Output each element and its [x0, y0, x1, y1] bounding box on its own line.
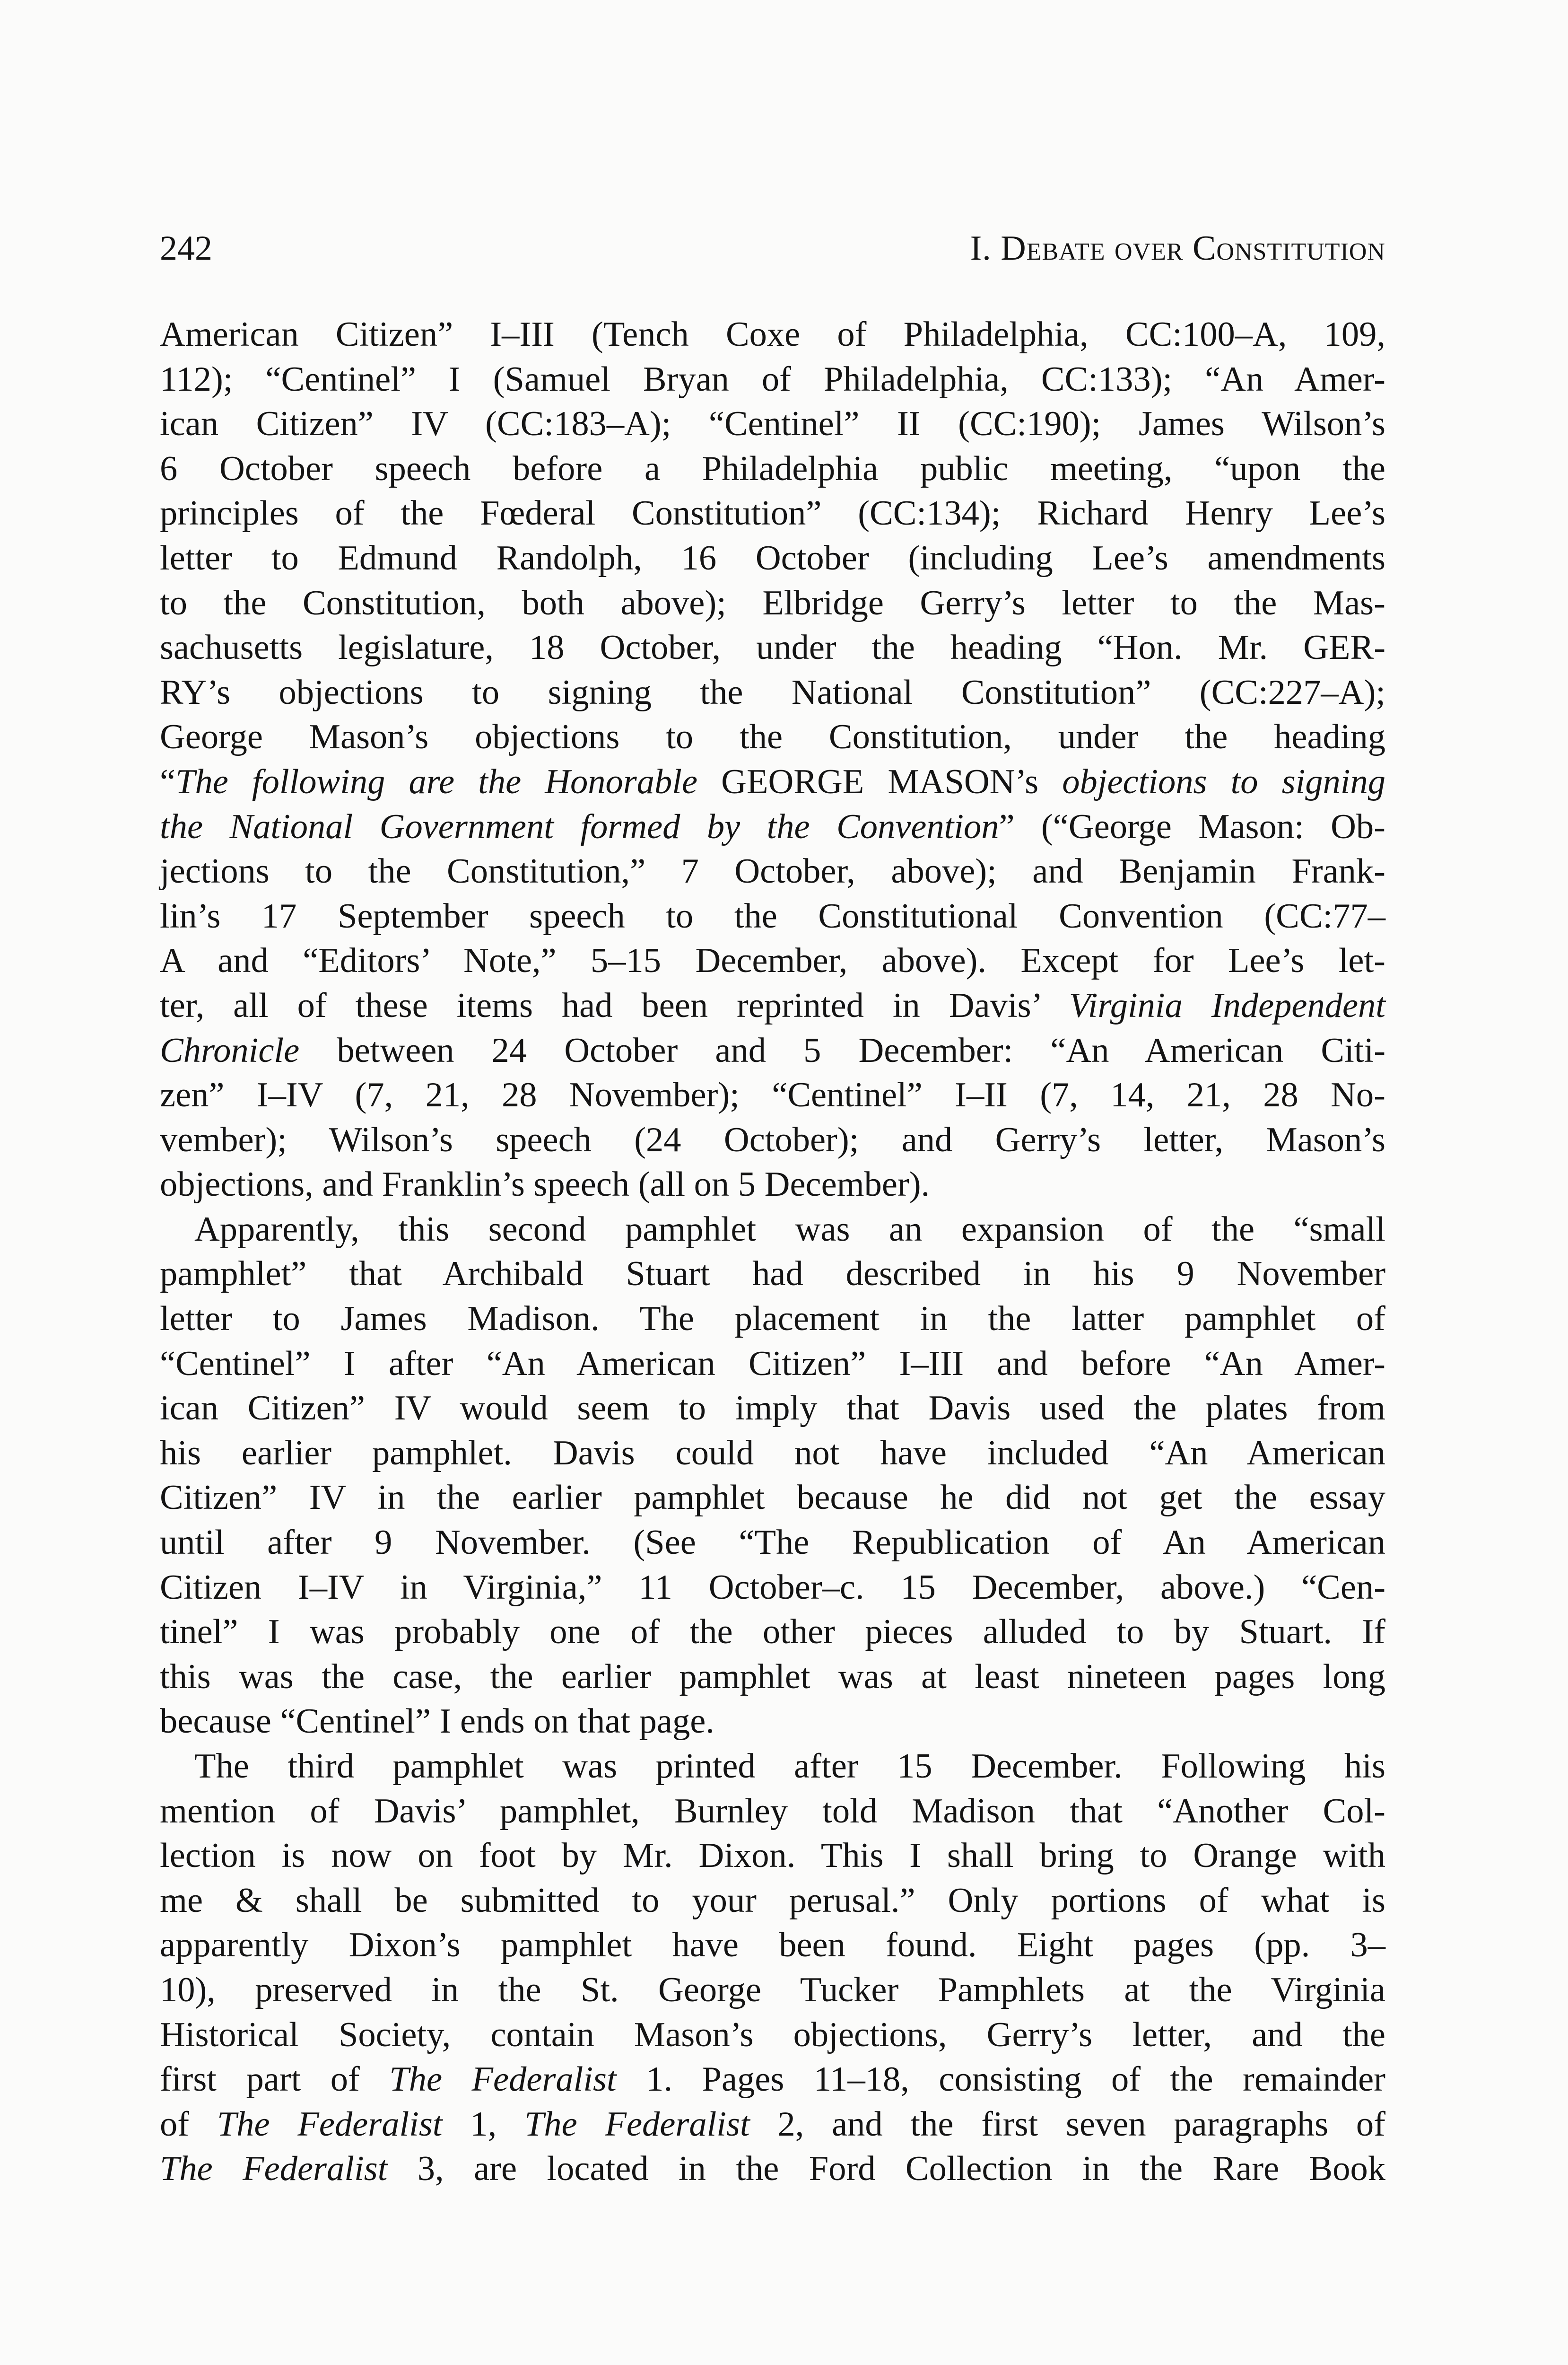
body-text	[160, 312, 1385, 2191]
text-line	[160, 1386, 1385, 1431]
text-line	[160, 760, 1385, 805]
text-run: pamphlet” that Archibald Stuart had described in his 9 November	[160, 1254, 1385, 1294]
text-run: vember); Wilson’s speech (24 October); and Gerry’s letter, Mason’s	[160, 1120, 1385, 1159]
running-head	[160, 222, 1385, 274]
text-line	[160, 1207, 1385, 1252]
text-run: between 24 October and 5 December: “An American Citi-	[299, 1031, 1385, 1070]
italic-text: The Federalist	[217, 2104, 443, 2144]
text-line	[160, 1744, 1385, 1789]
text-run: because “Centinel” I ends on that page.	[160, 1702, 714, 1741]
text-run: ” (“George Mason: Ob-	[999, 807, 1385, 846]
italic-text: Chronicle	[160, 1031, 300, 1070]
text-line	[160, 1565, 1385, 1610]
text-run: this was the case, the earlier pamphlet was at least nineteen pages long	[160, 1657, 1385, 1696]
text-line	[160, 1699, 1385, 1744]
running-title: I. Debate over Constitution	[970, 229, 1385, 268]
text-line	[160, 312, 1385, 357]
text-run: sachusetts legislature, 18 October, under the heading “Hon. Mr. GER-	[160, 628, 1385, 667]
text-line	[160, 1789, 1385, 1834]
text-run: to the Constitution, both above); Elbridge Gerry’s letter to the Mas-	[160, 583, 1385, 622]
text-line	[160, 402, 1385, 447]
text-line	[160, 1968, 1385, 2013]
page-number: 242	[160, 229, 212, 268]
text-run: of	[160, 2104, 217, 2144]
text-line	[160, 1520, 1385, 1565]
text-line	[160, 491, 1385, 536]
text-line	[160, 1475, 1385, 1520]
italic-text: Virginia Independent	[1069, 986, 1385, 1025]
text-line	[160, 715, 1385, 760]
text-run: 2, and the first seven paragraphs of	[749, 2104, 1385, 2144]
text-run: first part of	[160, 2060, 390, 2099]
italic-text: objections to signing	[1062, 762, 1386, 801]
text-run: The third pamphlet was printed after 15 December. Following his	[194, 1747, 1385, 1786]
text-line	[160, 849, 1385, 894]
text-run: lection is now on foot by Mr. Dixon. This I shall bring to Orange with	[160, 1836, 1385, 1875]
text-run: Citizen I–IV in Virginia,” 11 October–c. 15 December, above.) “Cen-	[160, 1568, 1385, 1607]
text-line	[160, 357, 1385, 402]
text-run: American Citizen” I–III (Tench Coxe of Philadelphia, CC:100–A, 109,	[160, 315, 1385, 354]
text-line	[160, 447, 1385, 491]
text-run: 112); “Centinel” I (Samuel Bryan of Philadelphia, CC:133); “An Amer-	[160, 359, 1385, 399]
text-run: tinel” I was probably one of the other pieces alluded to by Stuart. If	[160, 1612, 1385, 1652]
text-line	[160, 1296, 1385, 1341]
text-run: until after 9 November. (See “The Republication of An American	[160, 1523, 1385, 1562]
text-run: “Centinel” I after “An American Citizen” I–III and before “An Amer-	[160, 1344, 1385, 1383]
text-line	[160, 1252, 1385, 1296]
text-run: apparently Dixon’s pamphlet have been found. Eight pages (pp. 3–	[160, 1926, 1385, 1965]
text-run: 10), preserved in the St. George Tucker Pamphlets at the Virginia	[160, 1970, 1385, 2009]
text-run: George Mason’s objections to the Constitution, under the heading	[160, 718, 1385, 757]
text-line	[160, 1341, 1385, 1386]
text-line	[160, 1431, 1385, 1476]
text-line	[160, 1118, 1385, 1163]
text-run: Apparently, this second pamphlet was an expansion of the “small	[194, 1209, 1385, 1249]
text-line	[160, 1655, 1385, 1699]
text-line	[160, 2013, 1385, 2058]
italic-text: The Federalist	[524, 2104, 750, 2144]
text-run: zen” I–IV (7, 21, 28 November); “Centinel” I–II (7, 14, 21, 28 No-	[160, 1076, 1385, 1115]
text-run: me & shall be submitted to your perusal.” Only portions of what is	[160, 1881, 1385, 1920]
text-line	[160, 894, 1385, 939]
text-run: objections, and Franklin’s speech (all on 5 December).	[160, 1165, 930, 1204]
text-line	[160, 983, 1385, 1028]
text-line	[160, 1028, 1385, 1073]
text-run: his earlier pamphlet. Davis could not have included “An American	[160, 1433, 1385, 1472]
text-run: lin’s 17 September speech to the Constitutional Convention (CC:77–	[160, 896, 1385, 936]
italic-text: The following are the Honorable	[175, 762, 698, 801]
text-line	[160, 2102, 1385, 2147]
text-run: mention of Davis’ pamphlet, Burnley told Madison that “Another Col-	[160, 1791, 1385, 1831]
text-line	[160, 625, 1385, 670]
text-line	[160, 1162, 1385, 1207]
text-run: ican Citizen” IV (CC:183–A); “Centinel” II (CC:190); James Wilson’s	[160, 404, 1385, 444]
text-line	[160, 2057, 1385, 2102]
text-line	[160, 1610, 1385, 1655]
text-line	[160, 1923, 1385, 1968]
text-run: Citizen” IV in the earlier pamphlet because he did not get the essay	[160, 1478, 1385, 1517]
text-line	[160, 938, 1385, 983]
text-run: Historical Society, contain Mason’s objections, Gerry’s letter, and the	[160, 2015, 1385, 2054]
text-line	[160, 1833, 1385, 1878]
text-line	[160, 581, 1385, 626]
text-run: principles of the Fœderal Constitution” (CC:134); Richard Henry Lee’s	[160, 494, 1385, 533]
italic-text: the National Government formed by the Convention	[160, 807, 999, 846]
italic-text: The Federalist	[389, 2060, 617, 2099]
text-line	[160, 670, 1385, 715]
text-run: 6 October speech before a Philadelphia public meeting, “upon the	[160, 449, 1385, 488]
text-run: 3, are located in the Ford Collection in the Rare Book	[387, 2149, 1385, 2189]
text-line	[160, 536, 1385, 581]
text-run: “	[160, 762, 176, 801]
text-line	[160, 805, 1385, 850]
text-run: letter to James Madison. The placement in the latter pamphlet of	[160, 1299, 1385, 1339]
text-run: 1. Pages 11–18, consisting of the remainder	[616, 2060, 1385, 2099]
text-run: jections to the Constitution,” 7 October, above); and Benjamin Frank-	[160, 852, 1385, 891]
text-run: ter, all of these items had been reprinted in Davis’	[160, 986, 1069, 1025]
text-run: ican Citizen” IV would seem to imply that Davis used the plates from	[160, 1389, 1385, 1428]
text-run: 1,	[442, 2104, 524, 2144]
text-line	[160, 1073, 1385, 1118]
text-line	[160, 1878, 1385, 1923]
text-run: GEORGE MASON’s	[697, 762, 1063, 801]
text-run: RY’s objections to signing the National Constitution” (CC:227–A);	[160, 673, 1385, 712]
italic-text: The Federalist	[160, 2149, 388, 2189]
text-run: letter to Edmund Randolph, 16 October (including Lee’s amendments	[160, 538, 1385, 578]
text-run: A and “Editors’ Note,” 5–15 December, above). Except for Lee’s let-	[160, 941, 1385, 981]
text-line	[160, 2146, 1385, 2191]
